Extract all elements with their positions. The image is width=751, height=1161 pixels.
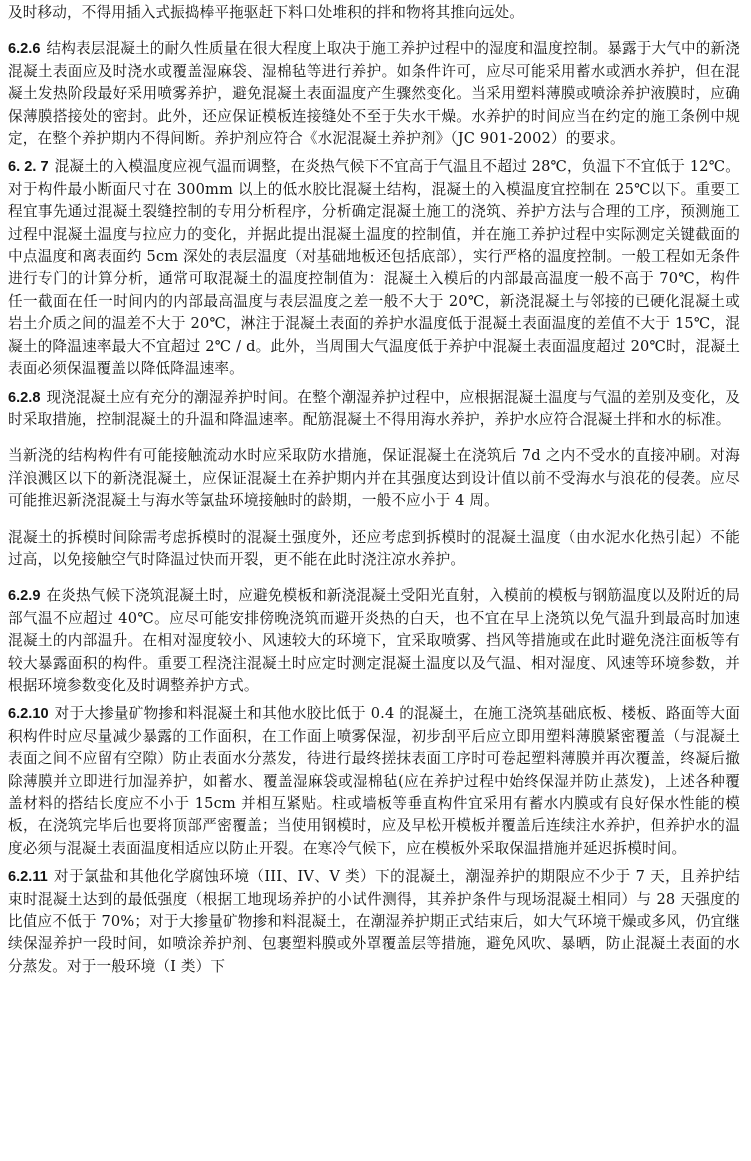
- paragraph-flowing-water: [8, 445, 740, 512]
- clause-6-2-9: [8, 585, 740, 697]
- paragraph-text: 混凝土的入模温度应视气温而调整，在炎热气候下不宜高于气温且不超过 28℃，负温下不宜低于 12℃。对于构件最小断面尺寸在 300mm 以上的低水胶比混凝土结构，混凝土的入模温度宜控制在 25℃以下。重要工程宜事先通过混凝土裂缝控制的专用分析程序，分析确定混凝土施工的浇筑、养护方法与合理的工序，预测施工过程中混凝土温度与拉应力的变化，并据此提出混凝土温度的控制值，并在施工养护过程中实际测定关键截面的中点温度和离表面约 5cm 深处的表层温度（对基础地板还包括底部），实行严格的温度控制。一般工程如无条件进行专门的计算分析，通常可取混凝土的温度控制值为：混凝土入模后的内部最高温度一般不高于 70℃，构件任一截面在任一时间内的内部最高温度与表层温度之差一般不大于 20℃，新浇混凝土与邻接的已硬化混凝土或岩土介质之间的温差不大于 20℃，淋注于混凝土表面的养护水温度低于混凝土表面温度的差值不大于 15℃，混凝土的降温速率最大不宜超过 2℃ / d。此外，当周围大气温度低于养护中混凝土表面温度超过 20℃时，混凝土表面必须保温覆盖以降低降温速率。: [8, 158, 740, 378]
- paragraph-text: 及时移动，不得用插入式振捣棒平拖驱赶下料口处堆积的拌和物将其推向远处。: [8, 4, 525, 21]
- clause-number: 6.2.8: [8, 389, 41, 406]
- paragraph-continuation: [8, 2, 740, 24]
- clause-6-2-8: [8, 387, 740, 432]
- clause-6-2-11: [8, 866, 740, 978]
- document-page: [8, 2, 740, 984]
- clause-number: 6.2.9: [8, 588, 41, 605]
- paragraph-text: 对于大掺量矿物掺和料混凝土和其他水胶比低于 0.4 的混凝土，在施工浇筑基础底板、楼板、路面等大面积构件时应尽量减少暴露的工作面积，在工作面上喷雾保湿，初步刮平后应立即用塑料薄膜紧密覆盖（与混凝土表面之间不应留有空隙）防止表面水分蒸发，待进行最终搓抹表面工序时可卷起塑料薄膜并再次覆盖，终凝后撤除薄膜并立即进行加湿养护，如蓄水、覆盖湿麻袋或湿棉毡(应在养护过程中始终保湿并防止蒸发)，上述各种覆盖材料的搭结长度应不小于 15cm 并相互紧贴。柱或墙板等垂直构件宜采用有蓄水内膜或有良好保水性能的模板，在浇筑完毕后也要将顶部严密覆盖；当使用钢模时，应及早松开模板并覆盖后连续注水养护，但养护水的温度必须与混凝土表面温度相适应以防止开裂。在寒冷气候下，应在模板外采取保温措施并延迟拆模时间。: [8, 705, 740, 857]
- clause-number: 6. 2. 7: [8, 159, 49, 176]
- paragraph-text: 现浇混凝土应有充分的潮湿养护时间。在整个潮湿养护过程中，应根据混凝土温度与气温的差别及变化，及时采取措施，控制混凝土的升温和降温速率。配筋混凝土不得用海水养护，养护水应符合混凝土拌和水的标准。: [8, 388, 740, 428]
- clause-number: 6.2.10: [8, 706, 49, 723]
- clause-6-2-10: [8, 703, 740, 860]
- clause-6-2-6: [8, 38, 740, 150]
- paragraph-text: 当新浇的结构构件有可能接触流动水时应采取防水措施，保证混凝土在浇筑后 7d 之内不受水的直接冲刷。对海洋浪溅区以下的新浇混凝土，应保证混凝土在养护期内并在其强度达到设计值以前不受海水与浪花的侵袭。应尽可能推迟新浇混凝土与海水等氯盐环境接触时的龄期，一般不应小于 4 周。: [8, 447, 740, 510]
- clause-number: 6.2.6: [8, 41, 41, 58]
- paragraph-text: 对于氯盐和其他化学腐蚀环境（III、IV、V 类）下的混凝土，潮湿养护的期限应不少于 7 天，且养护结束时混凝土达到的最低强度（根据工地现场养护的小试件测得，其养护条件与现场混凝土相同）与 28 天强度的比值应不低于 70%；对于大掺量矿物掺和料混凝土，在潮湿养护期正式结束后，如大气环境干燥或多风，仍宜继续保湿养护一段时间，如喷涂养护剂、包裹塑料膜或外罩覆盖层等措施，避免风吹、暴晒，防止混凝土表面的水分蒸发。对于一般环境（I 类）下: [8, 868, 740, 975]
- clause-6-2-7: [8, 156, 740, 380]
- paragraph-text: 在炎热气候下浇筑混凝土时，应避免模板和新浇混凝土受阳光直射，入模前的模板与钢筋温度以及附近的局部气温不应超过 40℃。应尽可能安排傍晚浇筑而避开炎热的白天，也不宜在早上浇筑以免气温升到最高时加速混凝土的内部温升。在相对湿度较小、风速较大的环境下，宜采取喷雾、挡风等措施或在此时避免浇注面板等有较大暴露面积的构件。重要工程浇注混凝土时应定时测定混凝土温度以及气温、相对湿度、风速等环境参数，并根据环境参数变化及时调整养护方式。: [8, 587, 740, 694]
- clause-number: 6.2.11: [8, 869, 48, 886]
- paragraph-text: 结构表层混凝土的耐久性质量在很大程度上取决于施工养护过程中的湿度和温度控制。暴露于大气中的新浇混凝土表面应及时浇水或覆盖湿麻袋、湿棉毡等进行养护。如条件许可，应尽可能采用蓄水或洒水养护，但在混凝土发热阶段最好采用喷雾养护，避免混凝土表面温度产生骤然变化。当采用塑料薄膜或喷涂养护液膜时，应确保薄膜搭接处的密封。此外，还应保证模板连接缝处不至于失水干燥。水养护的时间应当在约定的施工条例中规定，在整个养护期内不得间断。养护剂应符合《水泥混凝土养护剂》（JC 901-2002）的要求。: [8, 40, 740, 148]
- paragraph-formwork-removal: [8, 527, 740, 572]
- paragraph-text: 混凝土的拆模时间除需考虑拆模时的混凝土强度外，还应考虑到拆模时的混凝土温度（由水泥水化热引起）不能过高，以免接触空气时降温过快而开裂，更不能在此时浇注凉水养护。: [8, 528, 740, 568]
